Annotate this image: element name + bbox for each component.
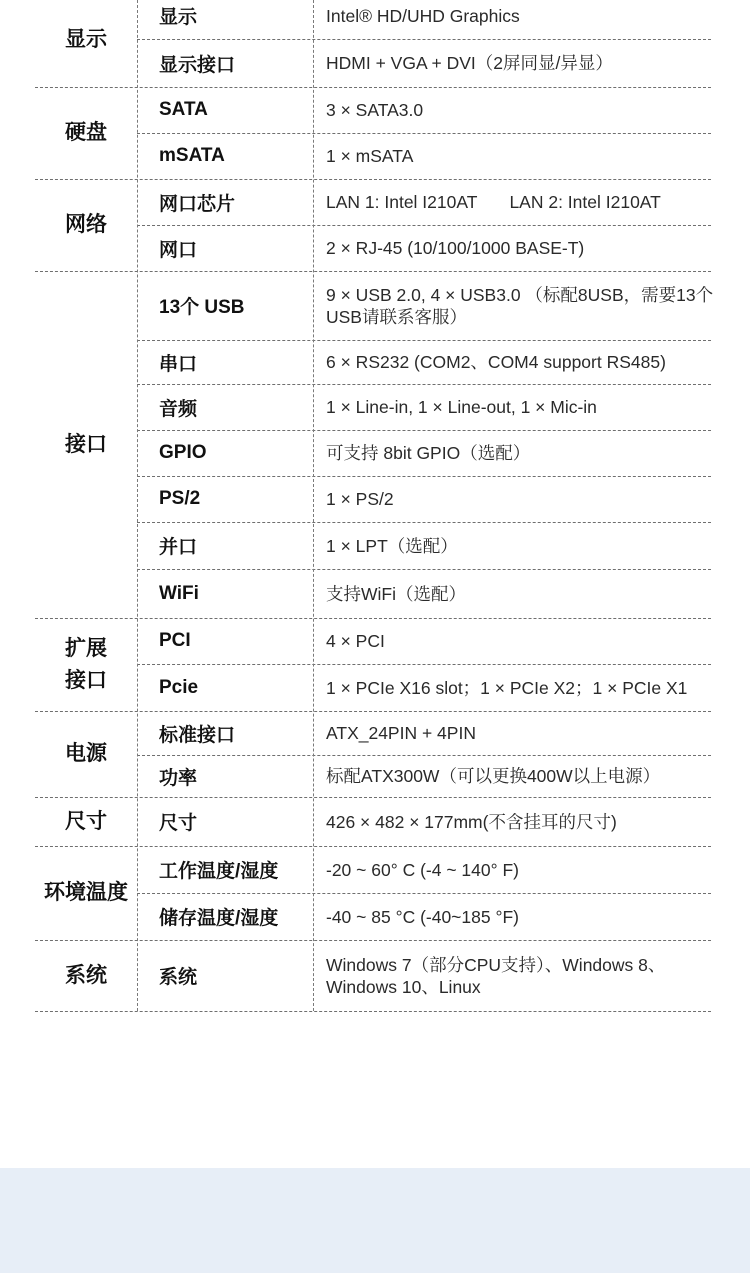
spec-value: 6 × RS232 (COM2、COM4 support RS485) — [326, 352, 666, 372]
spec-item-cell — [137, 618, 313, 664]
spec-item-cell — [137, 0, 313, 39]
category-label: 扩展 接口 — [65, 636, 107, 692]
category-label: 环境温度 — [44, 881, 128, 904]
spec-item-label: 13个 USB — [159, 297, 245, 318]
row-divider — [137, 755, 711, 756]
spec-value-cell — [313, 522, 731, 569]
spec-item-cell — [137, 569, 313, 618]
spec-value: 1 × LPT（选配） — [326, 535, 458, 556]
spec-item-label: SATA — [159, 99, 208, 120]
spec-value: 可支持 8bit GPIO（选配） — [326, 443, 531, 463]
spec-item-label: 储存温度/湿度 — [159, 908, 279, 929]
table-bottom-border — [35, 1011, 711, 1012]
spec-value: 426 × 482 × 177mm(不含挂耳的尺寸) — [326, 811, 617, 832]
spec-value-cell — [313, 755, 731, 797]
spec-item-label: 并口 — [159, 537, 198, 558]
spec-item-cell — [137, 846, 313, 893]
category-label: 电源 — [65, 742, 107, 765]
spec-item-label: PCI — [159, 630, 191, 651]
spec-item-cell — [137, 522, 313, 569]
spec-value: 2 × RJ-45 (10/100/1000 BASE-T) — [326, 238, 585, 258]
category-label: 接口 — [65, 432, 107, 456]
spec-value-cell — [313, 179, 731, 225]
spec-value-cell — [313, 340, 731, 384]
category-cell — [35, 797, 137, 846]
spec-value-cell — [313, 0, 731, 39]
spec-item-cell — [137, 893, 313, 940]
spec-value-cell — [313, 133, 731, 179]
spec-item-cell — [137, 39, 313, 87]
row-divider — [137, 225, 711, 226]
category-label: 硬盘 — [65, 121, 107, 144]
spec-item-cell — [137, 430, 313, 476]
spec-value: Windows 7（部分CPU支持）、Windows 8、Windows 10、Linux — [326, 954, 666, 997]
spec-item-label: 网口芯片 — [159, 193, 236, 215]
spec-item-cell — [137, 340, 313, 384]
spec-value-cell — [313, 664, 731, 711]
category-cell — [35, 87, 137, 179]
category-cell — [35, 846, 137, 940]
row-divider — [137, 893, 711, 894]
spec-item-cell — [137, 133, 313, 179]
spec-value-secondary: LAN 2: Intel I210AT — [509, 192, 661, 212]
category-label: 显示 — [65, 27, 107, 51]
row-divider — [137, 664, 711, 665]
spec-value: LAN 1: Intel I210AT — [326, 192, 478, 212]
spec-value: HDMI + VGA + DVI（2屏同显/异显） — [326, 53, 613, 73]
spec-value: 1 × mSATA — [326, 146, 414, 166]
spec-item-label: 音频 — [159, 398, 198, 420]
spec-item-cell — [137, 797, 313, 846]
spec-value-cell — [313, 940, 731, 1011]
row-divider — [137, 430, 711, 431]
spec-value-cell — [313, 797, 731, 846]
spec-value: ATX_24PIN + 4PIN — [326, 723, 476, 743]
spec-item-label: 标准接口 — [159, 724, 236, 746]
spec-value-cell — [313, 225, 731, 271]
spec-item-label: 功率 — [159, 767, 198, 789]
spec-value: 1 × PS/2 — [326, 489, 394, 509]
spec-item-label: 工作温度/湿度 — [159, 861, 279, 882]
spec-value: Intel® HD/UHD Graphics — [326, 5, 520, 26]
spec-item-label: PS/2 — [159, 488, 201, 509]
spec-item-cell — [137, 940, 313, 1011]
spec-value: 3 × SATA3.0 — [326, 100, 424, 120]
row-divider — [137, 522, 711, 523]
spec-value-cell — [313, 711, 731, 755]
spec-item-label: GPIO — [159, 442, 207, 463]
category-label: 网络 — [65, 213, 107, 236]
spec-value: -20 ~ 60° C (-4 ~ 140° F) — [326, 859, 519, 880]
footer-band — [0, 1168, 750, 1273]
spec-item-cell — [137, 711, 313, 755]
spec-value: 1 × Line-in, 1 × Line-out, 1 × Mic-in — [326, 397, 597, 417]
spec-value: 9 × USB 2.0, 4 × USB3.0 （标配8USB，需要13个USB请联系客服） — [326, 284, 714, 327]
row-divider — [137, 569, 711, 570]
row-divider — [137, 476, 711, 477]
spec-value-cell — [313, 569, 731, 618]
spec-item-cell — [137, 755, 313, 797]
column-divider-left — [137, 0, 138, 1011]
category-label: 系统 — [65, 963, 107, 987]
category-cell — [35, 618, 137, 711]
spec-item-cell — [137, 225, 313, 271]
spec-item-cell — [137, 384, 313, 430]
row-divider — [137, 384, 711, 385]
row-divider — [137, 133, 711, 134]
spec-item-label: WiFi — [159, 582, 199, 604]
spec-item-label: 显示接口 — [159, 54, 236, 76]
row-divider — [137, 39, 711, 40]
spec-value-cell — [313, 430, 731, 476]
spec-item-label: 尺寸 — [159, 813, 198, 834]
spec-value: 4 × PCI — [326, 631, 385, 651]
spec-value: 1 × PCIe X16 slot；1 × PCIe X2；1 × PCIe X1 — [326, 677, 688, 698]
spec-item-label: Pcie — [159, 676, 199, 698]
spec-item-cell — [137, 271, 313, 340]
spec-value-cell — [313, 271, 731, 340]
spec-value-cell — [313, 39, 731, 87]
spec-item-cell — [137, 87, 313, 133]
category-label: 尺寸 — [65, 809, 107, 833]
spec-item-label: 网口 — [159, 239, 198, 261]
spec-item-label: mSATA — [159, 145, 225, 166]
column-divider-right — [313, 0, 314, 1011]
category-cell — [35, 179, 137, 271]
spec-item-cell — [137, 664, 313, 711]
spec-value-cell — [313, 846, 731, 893]
spec-value: 标配ATX300W（可以更换400W以上电源） — [326, 766, 661, 786]
spec-item-cell — [137, 179, 313, 225]
spec-item-label: 显示 — [159, 7, 198, 28]
spec-item-label: 系统 — [159, 967, 198, 988]
spec-value-cell — [313, 384, 731, 430]
category-cell — [35, 0, 137, 87]
spec-value: -40 ~ 85 °C (-40~185 °F) — [326, 906, 519, 927]
category-cell — [35, 711, 137, 797]
category-cell — [35, 271, 137, 618]
spec-item-label: 串口 — [159, 353, 198, 375]
row-divider — [137, 340, 711, 341]
spec-value-cell — [313, 618, 731, 664]
spec-value: 支持WiFi（选配） — [326, 583, 466, 604]
spec-item-cell — [137, 476, 313, 522]
category-cell — [35, 940, 137, 1011]
spec-value-cell — [313, 87, 731, 133]
spec-value-cell — [313, 893, 731, 940]
spec-value-cell — [313, 476, 731, 522]
